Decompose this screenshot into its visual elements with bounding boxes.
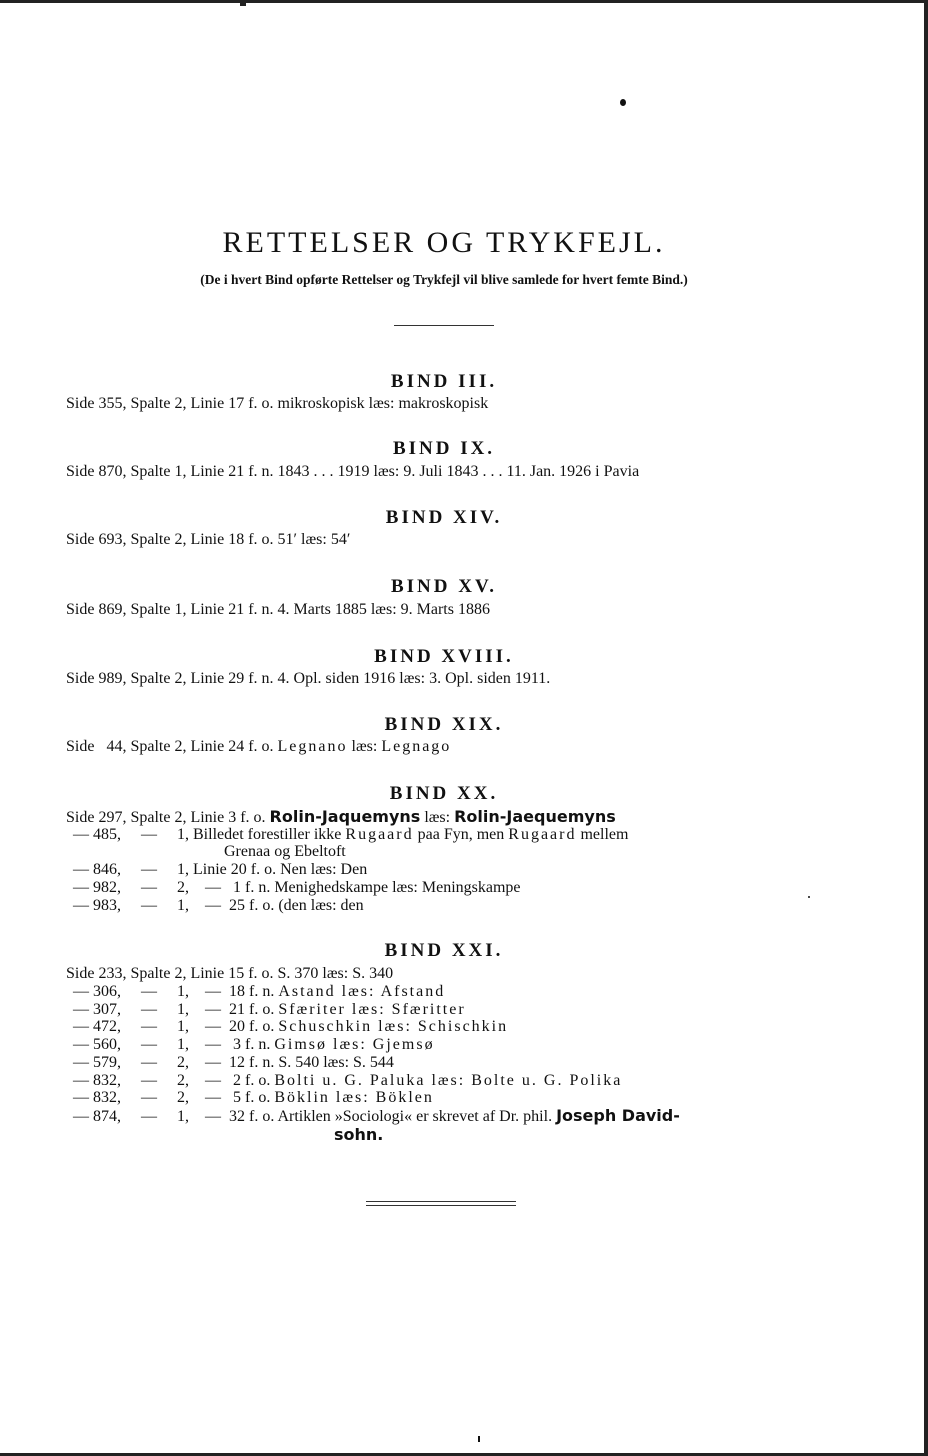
bind-xx-row-2-place-1: Rugaard <box>345 826 414 843</box>
bind-xxi-correction: Astand læs: Afstand <box>278 983 446 1000</box>
bind-xx-row-2-end: mellem <box>576 826 629 843</box>
bind-xxi-correction: Böklin læs: Böklen <box>274 1089 434 1106</box>
bind-ix-line: Side 870, Spalte 1, Linie 21 f. n. 1843 . . . 1919 læs: 9. Juli 1843 . . . 11. Jan. 1926 i Pavia <box>66 463 640 480</box>
title-divider <box>394 325 494 326</box>
bind-xx-row-1-ref: Side 297, Spalte 2, Linie 3 f. o. <box>66 809 270 826</box>
bind-xxi-correction: S. 540 læs: S. 544 <box>278 1054 394 1071</box>
bind-xxi-author: Joseph David- <box>556 1106 680 1125</box>
bind-xix-right: Legnago <box>381 738 452 755</box>
bind-xxi-ref: — 832, — 2, — 5 f. o. <box>73 1089 275 1106</box>
bind-xxi-ref: — 832, — 2, — 2 f. o. <box>73 1072 275 1089</box>
bind-xx-heading: BIND XX. <box>389 783 499 804</box>
end-rule-bottom <box>366 1205 516 1206</box>
bind-xxi-heading: BIND XXI. <box>384 940 504 961</box>
bind-xxi-ref: Side 233, Spalte 2, Linie 15 f. o. <box>66 965 278 982</box>
bind-xxi-ref: — 306, — 1, — 18 f. n. <box>73 983 279 1000</box>
bind-xxi-row <box>73 1107 680 1126</box>
bind-xx-row-4: — 982, — 2, — 1 f. n. Menighedskampe læs: Meningskampe <box>73 879 521 896</box>
bind-xx-row-2-mid: paa Fyn, men <box>413 826 509 843</box>
bind-iii-heading: BIND III. <box>390 371 498 392</box>
bind-xx-row-1 <box>66 808 616 827</box>
bind-xix-wrong: Legnano <box>277 738 348 755</box>
bind-xviii-line: Side 989, Spalte 2, Linie 29 f. n. 4. Opl. siden 1916 læs: 3. Opl. siden 1911. <box>66 670 551 687</box>
bind-xv-line: Side 869, Spalte 1, Linie 21 f. n. 4. Marts 1885 læs: 9. Marts 1886 <box>66 601 490 618</box>
ink-speck <box>620 99 626 106</box>
bind-xx-row-2 <box>73 826 628 844</box>
bind-xxi-author-continuation: sohn. <box>334 1125 384 1144</box>
bind-xxi-ref: — 560, — 1, — 3 f. n. <box>73 1036 275 1053</box>
scan-edge-mark <box>240 0 246 6</box>
bind-xx-row-1-wrong: Rolin-Jaquemyns <box>269 807 421 826</box>
bind-xxi-correction: Bolti u. G. Paluka læs: Bolte u. G. Polika <box>274 1072 623 1089</box>
bind-xxi-row <box>73 983 445 1001</box>
bind-xv-heading: BIND XV. <box>390 576 497 597</box>
bind-xxi-row <box>73 1072 622 1090</box>
bind-xiv-line: Side 693, Spalte 2, Linie 18 f. o. 51′ læs: 54′ <box>66 531 351 548</box>
bind-xx-row-2-place-2: Rugaard <box>508 826 577 843</box>
bind-xx-row-3: — 846, — 1, Linie 20 f. o. Nen læs: Den <box>73 861 368 878</box>
bind-xix-mid: læs: <box>347 738 382 755</box>
bind-xxi-row <box>73 1054 394 1072</box>
bind-ix-heading: BIND IX. <box>392 438 496 459</box>
bind-xx-row-2-continuation: Grenaa og Ebeltoft <box>224 843 346 860</box>
bind-xx-row-1-right: Rolin-Jaequemyns <box>454 807 616 826</box>
bind-xix-heading: BIND XIX. <box>384 714 504 735</box>
end-rule-top <box>366 1201 516 1202</box>
bind-xx-row-1-mid: læs: <box>420 809 455 826</box>
bind-xx-row-5: — 983, — 1, — 25 f. o. (den læs: den <box>73 897 364 914</box>
bind-xix-ref: Side 44, Spalte 2, Linie 24 f. o. <box>66 738 278 755</box>
bind-xxi-ref: — 307, — 1, — 21 f. o. <box>73 1001 279 1018</box>
bind-xxi-correction: S. 370 læs: S. 340 <box>277 965 394 982</box>
bind-xxi-correction: Sfæriter læs: Sfæritter <box>278 1001 466 1018</box>
page-subtitle: (De i hvert Bind opførte Rettelser og Trykfejl vil blive samlede for hvert femte Bind.) <box>200 272 688 287</box>
scan-edge-top <box>0 0 928 3</box>
scan-edge-right <box>924 0 928 1456</box>
bind-xiv-heading: BIND XIV. <box>385 507 503 528</box>
bind-xxi-ref: — 579, — 2, — 12 f. n. <box>73 1054 279 1071</box>
bind-xxi-ref: — 874, — 1, — 32 f. o. <box>73 1108 278 1125</box>
bind-xx-row-2-ref: — 485, — 1, Billedet forestiller ikke <box>73 826 346 843</box>
bind-xxi-row <box>73 1089 434 1107</box>
bind-xxi-row <box>73 1036 435 1054</box>
ink-speck <box>478 1436 480 1442</box>
bind-xviii-heading: BIND XVIII. <box>374 646 514 667</box>
bind-xxi-row <box>73 1001 466 1019</box>
bind-xxi-row <box>73 1018 508 1036</box>
bind-iii-line: Side 355, Spalte 2, Linie 17 f. o. mikroskopisk læs: makroskopisk <box>66 395 489 412</box>
ink-speck <box>808 896 810 898</box>
bind-xix-line <box>66 738 451 756</box>
bind-xxi-correction: Gimsø læs: Gjemsø <box>274 1036 435 1053</box>
bind-xxi-correction: Artiklen »Sociologi« er skrevet af Dr. phil. <box>277 1108 557 1125</box>
bind-xxi-row <box>66 965 393 983</box>
page-title: RETTELSER OG TRYKFEJL. <box>222 226 666 259</box>
bind-xxi-ref: — 472, — 1, — 20 f. o. <box>73 1018 279 1035</box>
bind-xxi-correction: Schuschkin læs: Schischkin <box>278 1018 509 1035</box>
